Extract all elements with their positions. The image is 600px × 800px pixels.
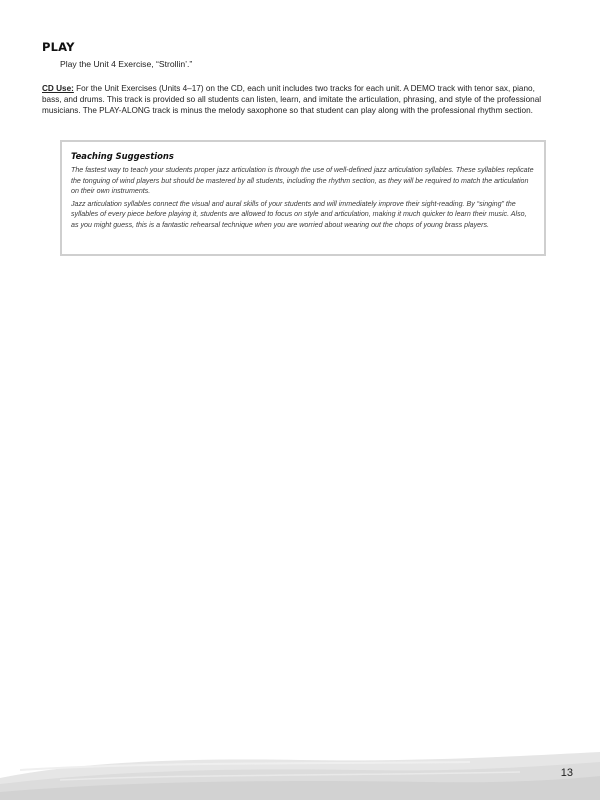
play-instruction: Play the Unit 4 Exercise, “Strollin’.” (60, 59, 193, 69)
cd-use-paragraph (42, 83, 554, 117)
cd-use-text: For the Unit Exercises (Units 4–17) on the CD, each unit includes two tracks for each unit. A DEMO track with tenor sax, piano, bass, and drums. This track is provided so all students can listen, learn, and imitate the articulation, phrasing, and style of the professional musicians. The PLAY-ALONG track is minus the melody saxophone so that student can play along with the professional rhythm section. (42, 84, 542, 116)
teaching-paragraph-1: The fastest way to teach your students proper jazz articulation is through the use of well-defined jazz articulation syllables. These syllables replicate the tonguing of wind players but should be mastered by all students, including the rhythm section, as they will be required to match the articulation on their own instruments. (71, 166, 534, 195)
teaching-suggestions-title: Teaching Suggestions (71, 151, 174, 161)
teaching-suggestions-box (60, 140, 546, 256)
brush-stroke-decoration (0, 740, 600, 800)
page-number: 13 (560, 767, 573, 779)
cd-use-label: CD Use: (42, 84, 74, 93)
section-heading: PLAY (42, 40, 75, 54)
teaching-paragraph-2: Jazz articulation syllables connect the visual and aural skills of your students and will immediately improve their sight-reading. By “singing” the syllables of every piece before playing it, students are allowed to focus on style and articulation, making it much quicker to learn their music. Also, as you might guess, this is a fantastic rehearsal technique when you are worried about wearing out the chops of young brass players. (71, 199, 527, 229)
